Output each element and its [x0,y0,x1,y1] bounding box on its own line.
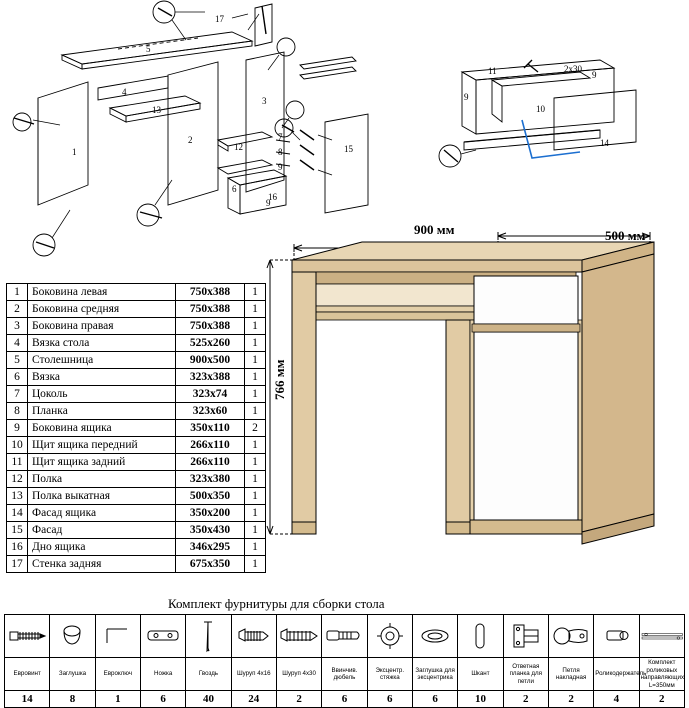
hardware-label: Эксцентр. стяжка [367,658,412,691]
foot-icon [140,615,185,658]
hardware-count: 2 [639,691,684,708]
part-qty: 1 [245,301,266,318]
part-qty: 1 [245,522,266,539]
eccentric-tie-icon [367,615,412,658]
part-number: 1 [7,284,28,301]
hardware-count: 8 [50,691,95,708]
part-number: 12 [7,471,28,488]
svg-text:16: 16 [268,192,277,202]
part-qty: 1 [245,335,266,352]
part-name: Полка выкатная [28,488,176,505]
svg-text:2х30: 2х30 [564,64,582,74]
svg-text:9: 9 [592,70,597,80]
part-number: 2 [7,301,28,318]
part-name: Щит ящика задний [28,454,176,471]
table-row [7,556,266,573]
part-number: 11 [7,454,28,471]
dowel-icon [458,615,503,658]
part-name: Цоколь [28,386,176,403]
table-row [7,420,266,437]
part-number: 17 [7,556,28,573]
svg-text:9: 9 [464,92,469,102]
part-name: Планка [28,403,176,420]
hardware-count: 6 [322,691,367,708]
part-size: 323х74 [176,386,245,403]
part-name: Боковина правая [28,318,176,335]
part-name: Дно ящика [28,539,176,556]
hardware-label: Ответная планка для петли [503,658,548,691]
part-name: Фасад ящика [28,505,176,522]
part-size: 675х350 [176,556,245,573]
hardware-count: 6 [412,691,457,708]
finished-desk-drawing [250,222,689,572]
part-name: Вязка стола [28,335,176,352]
hardware-label: Заглушка для эксцентрика [412,658,457,691]
part-size: 750х388 [176,284,245,301]
table-row [7,318,266,335]
svg-text:6: 6 [232,184,237,194]
hinge-icon [548,615,593,658]
cap-icon [50,615,95,658]
part-name: Полка [28,471,176,488]
svg-text:11: 11 [488,66,497,76]
hardware-label: Шкант [458,658,503,691]
hardware-count: 10 [458,691,503,708]
hardware-count: 40 [186,691,231,708]
part-number: 6 [7,369,28,386]
svg-text:3: 3 [262,96,267,106]
part-qty: 1 [245,488,266,505]
part-number: 5 [7,352,28,369]
part-size: 525х260 [176,335,245,352]
part-number: 9 [7,420,28,437]
screw-4x16-icon [231,615,276,658]
table-row [7,386,266,403]
svg-text:12: 12 [234,142,243,152]
part-qty: 1 [245,471,266,488]
part-size: 500х350 [176,488,245,505]
svg-text:2: 2 [188,135,193,145]
part-qty: 1 [245,556,266,573]
part-number: 4 [7,335,28,352]
hardware-label: Ввинчив. дюбель [322,658,367,691]
hardware-label: Гвоздь [186,658,231,691]
screw-4x30-icon [276,615,321,658]
part-size: 266х110 [176,454,245,471]
part-size: 750х388 [176,318,245,335]
part-qty: 2 [245,420,266,437]
hardware-label: Евроключ [95,658,140,691]
hardware-label: Комплект роликовых направляющих L=350мм [640,659,685,689]
part-qty: 1 [245,352,266,369]
svg-text:9: 9 [266,198,271,208]
part-number: 3 [7,318,28,335]
svg-text:7: 7 [278,132,283,142]
part-number: 10 [7,437,28,454]
hardware-count: 2 [503,691,548,708]
parts-table [6,283,266,573]
svg-text:15: 15 [344,144,353,154]
svg-text:10: 10 [536,104,545,114]
svg-text:17: 17 [215,14,224,24]
allen-key-icon [95,615,140,658]
part-name: Вязка [28,369,176,386]
part-name: Боковина левая [28,284,176,301]
hardware-count: 2 [548,691,593,708]
svg-text:14: 14 [600,138,609,148]
table-row [7,369,266,386]
part-size: 323х388 [176,369,245,386]
part-size: 350х430 [176,522,245,539]
table-row [7,522,266,539]
table-row [7,335,266,352]
table-row [7,471,266,488]
table-row [7,505,266,522]
table-row [7,352,266,369]
part-name: Боковина средняя [28,301,176,318]
table-row [7,437,266,454]
table-row [7,284,266,301]
part-name: Боковина ящика [28,420,176,437]
table-row [7,454,266,471]
hardware-count: 4 [594,691,639,708]
hardware-label: Ножка [140,658,185,691]
svg-text:4: 4 [122,87,127,97]
part-qty: 1 [245,318,266,335]
hardware-count: 1 [95,691,140,708]
part-size: 350х200 [176,505,245,522]
part-qty: 1 [245,539,266,556]
slide-set-icon [639,615,684,658]
part-qty: 1 [245,369,266,386]
hardware-count: 14 [5,691,50,708]
depth-dimension-label: 500 мм [605,228,646,243]
roller-holder-icon [594,615,639,658]
part-size: 750х388 [176,301,245,318]
hardware-count: 6 [140,691,185,708]
part-size: 266х110 [176,437,245,454]
dowel-screw-icon [322,615,367,658]
svg-text:13: 13 [152,105,161,115]
hardware-count: 24 [231,691,276,708]
table-row [7,301,266,318]
part-number: 7 [7,386,28,403]
part-size: 350х110 [176,420,245,437]
part-name: Щит ящика передний [28,437,176,454]
part-size: 900х500 [176,352,245,369]
hardware-count: 2 [276,691,321,708]
part-qty: 1 [245,437,266,454]
hardware-label: Шуруп 4х16 [231,658,276,691]
part-number: 8 [7,403,28,420]
svg-text:1: 1 [72,147,77,157]
width-dimension-label: 900 мм [414,222,455,237]
part-number: 16 [7,539,28,556]
part-name: Столешница [28,352,176,369]
part-name: Стенка задняя [28,556,176,573]
height-dimension-label: 766 мм [272,359,287,400]
hardware-label: Роликодержатель [594,658,639,691]
part-number: 14 [7,505,28,522]
part-number: 13 [7,488,28,505]
drawer-detail-diagram [404,38,684,198]
euro-screw-icon [5,615,50,658]
hardware-label: Евровинт [5,658,50,691]
nail-icon [186,615,231,658]
part-size: 323х60 [176,403,245,420]
hinge-plate-icon [503,615,548,658]
part-qty: 1 [245,284,266,301]
table-row [7,403,266,420]
hardware-count: 6 [367,691,412,708]
svg-text:5: 5 [146,44,151,54]
hardware-table [4,614,685,708]
eccentric-cap-icon [412,615,457,658]
table-row [7,488,266,505]
hardware-set-title: Комплект фурнитуры для сборки стола [168,596,385,611]
hardware-label: Заглушка [50,658,95,691]
svg-text:8: 8 [278,147,283,157]
part-name: Фасад [28,522,176,539]
part-qty: 1 [245,505,266,522]
part-size: 323х380 [176,471,245,488]
part-qty: 1 [245,454,266,471]
part-size: 346х295 [176,539,245,556]
hardware-label: Петля накладная [548,658,593,691]
hardware-label: Шуруп 4х30 [276,658,321,691]
svg-text:9: 9 [278,162,283,172]
part-qty: 1 [245,386,266,403]
part-qty: 1 [245,403,266,420]
table-row [7,539,266,556]
part-number: 15 [7,522,28,539]
